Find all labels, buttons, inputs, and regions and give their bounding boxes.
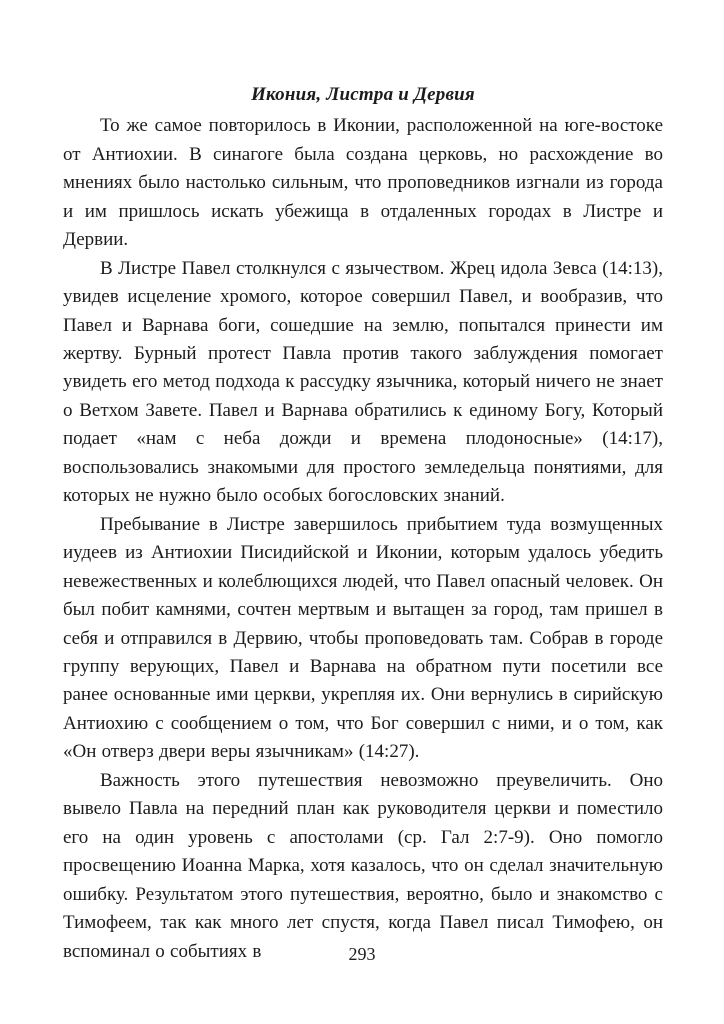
paragraph: Важность этого путешествия невозможно преувеличить. Оно вывело Павла на передний план как руководителя церкви и поместило его на один уровень с апостолами (ср. Гал 2:7-9). Оно помогло просвещению Иоанна Марка, хотя казалось, что он сделал значительную ошибку. Результатом этого путешествия, вероятно, было и знакомство с Тимофеем, так как много лет спустя, когда Павел писал Тимофею, он вспоминал о событиях в	[63, 769, 663, 962]
page-title: Икония, Листра и Дервия	[251, 84, 475, 105]
paragraph: То же самое повторилось в Иконии, расположенной на юге-востоке от Антиохии. В синагоге была создана церковь, но расхождение во мнениях было настолько сильным, что проповедников изгнали из города и им пришлось искать убежища в отдаленных городах в Листре и Дервии.	[63, 115, 663, 251]
paragraph: Пребывание в Листре завершилось прибытием туда возмущенных иудеев из Антиохии Писидийской и Иконии, которым удалось убедить невежественных и колеблющихся людей, что Павел опасный человек. Он был побит камнями, сочтен мертвым и вытащен за город, там пришел в себя и отправился в Дервию, чтобы проповедовать там. Собрав в городе группу верующих, Павел и Варнава на обратном пути посетили все ранее основанные ими церкви, укрепляя их. Они вернулись в сирийскую Антиохию с сообщением о том, что Бог совершил с ними, и о том, как «Он отверз двери веры язычникам» (14:27).	[63, 513, 663, 763]
page-number: 293	[348, 944, 376, 964]
paragraph: В Листре Павел столкнулся с язычеством. Жрец идола Зевса (14:13), увидев исцеление хромого, которое совершил Павел, и вообразив, что Павел и Варнава боги, сошедшие на землю, попытался принести им жертву. Бурный протест Павла против такого заблуждения помогает увидеть его метод подхода к рассудку язычника, который ничего не знает о Ветхом Завете. Павел и Варнава обратились к единому Богу, Который подает «нам с неба дожди и времена плодоносные» (14:17), воспользовались знакомыми для простого земледельца понятиями, для которых не нужно было особых богословских знаний.	[63, 257, 663, 507]
